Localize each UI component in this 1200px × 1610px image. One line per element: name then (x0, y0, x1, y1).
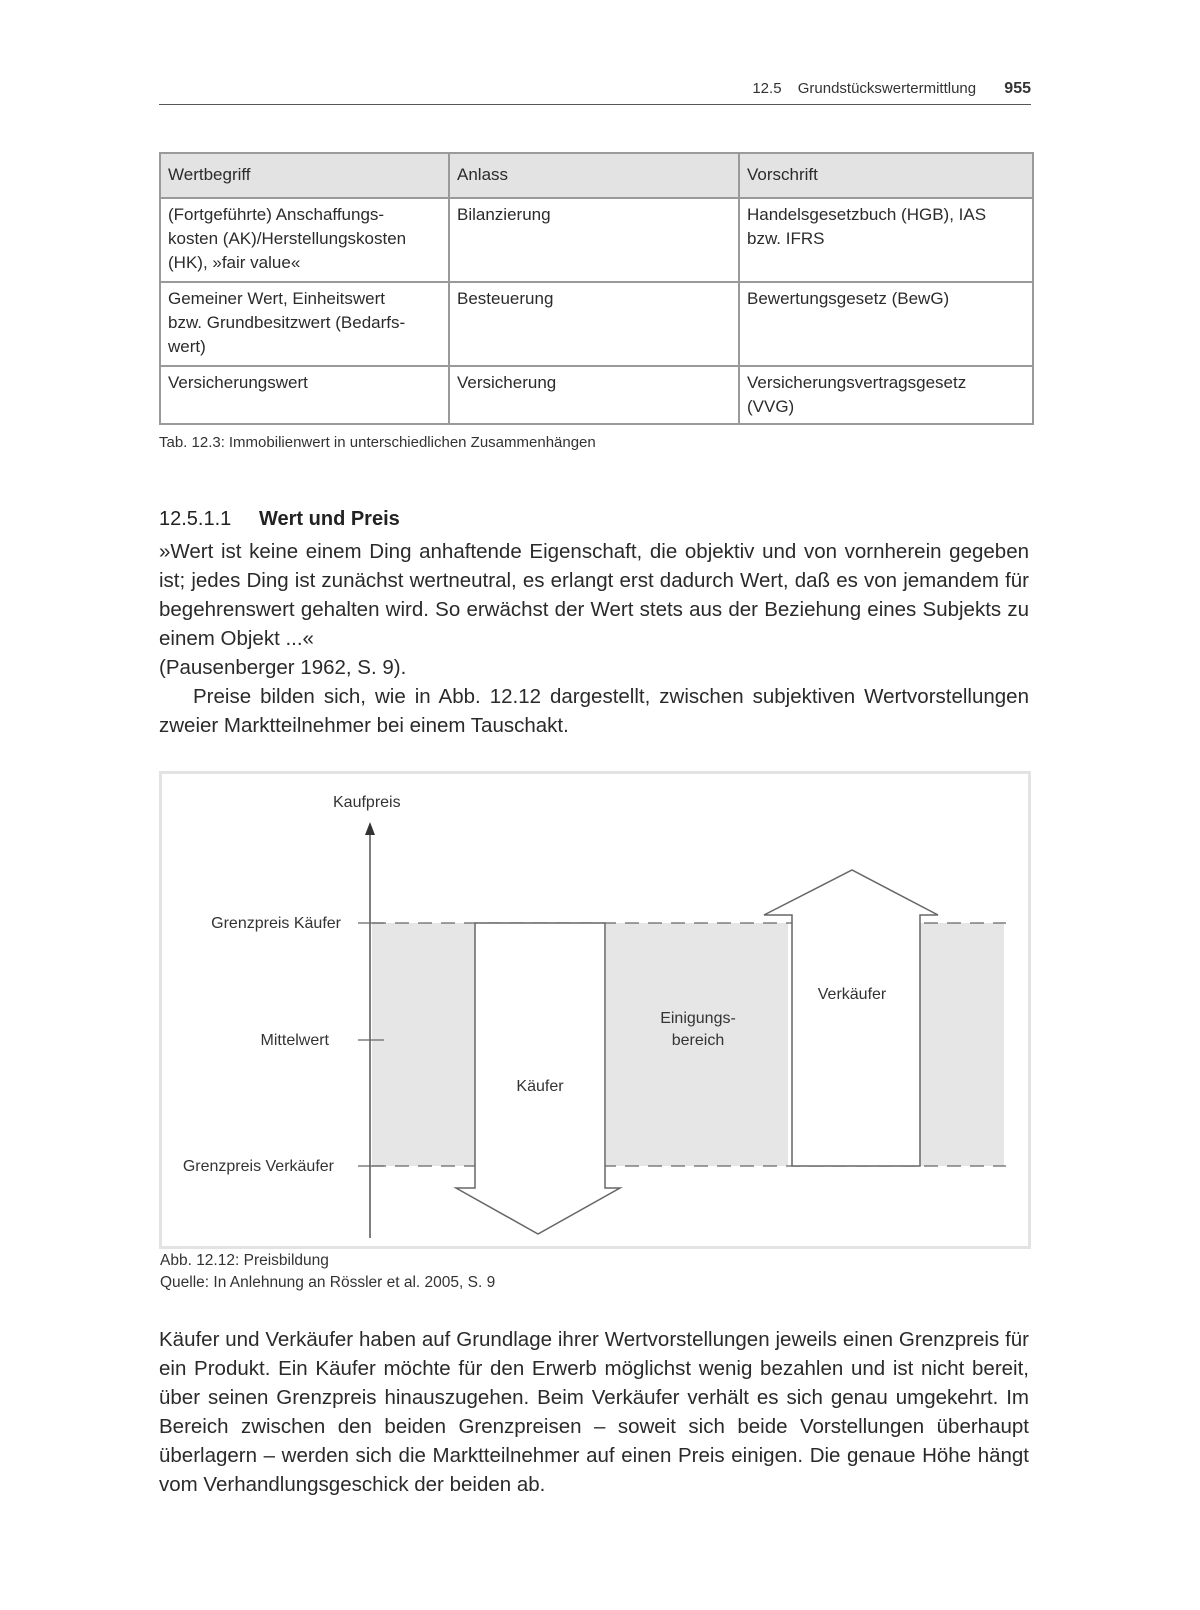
table-row (160, 282, 1033, 366)
header-chapter-title: Grundstückswertermittlung (797, 80, 977, 97)
price-formation-figure (159, 771, 1031, 1249)
section-number: 12.5.1.1 (159, 508, 232, 530)
seller-label: Verkäufer (817, 986, 887, 1003)
citation: (Pausenberger 1962, S. 9). (159, 656, 407, 679)
seller-arrow (764, 870, 938, 1166)
table-caption (159, 434, 596, 451)
table-cell: Bewertungsgesetz (BewG) (739, 282, 1033, 366)
figure-caption (160, 1250, 495, 1294)
agreement-label-line1: Einigungs- (660, 1010, 736, 1027)
table-row (160, 366, 1033, 424)
table-cell: Versicherungswert (160, 366, 449, 424)
table-header-row (160, 153, 1033, 198)
table-header-cell: Vorschrift (739, 153, 1033, 198)
table-header-cell: Anlass (449, 153, 739, 198)
table-row (160, 198, 1033, 282)
band-left (372, 923, 476, 1166)
body-paragraph-1: Preise bilden sich, wie in Abb. 12.12 dargestellt, zwischen subjektiven Wertvorstellungen zweier Marktteilnehmer bei einem Tauschakt. (159, 685, 1029, 737)
price-formation-diagram (162, 774, 1028, 1246)
table-cell: Versicherungsvertragsgesetz (VVG) (739, 366, 1033, 424)
table-caption-text: Immobilienwert in unterschiedlichen Zusammenhängen (228, 434, 596, 451)
running-header (159, 74, 1031, 105)
figure-caption-text: Preisbildung (243, 1252, 329, 1269)
figure-source: Quelle: In Anlehnung an Rössler et al. 2005, S. 9 (160, 1274, 496, 1291)
figure-caption-line (160, 1250, 495, 1272)
table-cell: Versicherung (449, 366, 739, 424)
section-title: Wert und Preis (259, 508, 400, 530)
agreement-label-line2: bereich (671, 1032, 725, 1049)
value-concepts-table (159, 152, 1034, 425)
buyer-label: Käufer (516, 1078, 564, 1095)
table-caption-label: Tab. 12.3: (159, 434, 225, 451)
band-right (918, 923, 1004, 1166)
figure-caption-label: Abb. 12.12: (160, 1252, 240, 1269)
header-section-number: 12.5 (752, 80, 782, 97)
quote-paragraph: »Wert ist keine einem Ding anhaftende Eigenschaft, die objektiv und von vornherein gegeben ist; jedes Ding ist zunächst wertneutral, es erlangt erst dadurch Wert, daß es von jemandem für begehrenswert gehalten wird. So erwächst der Wert stets aus der Beziehung eines Subjekts zu einem Objekt ...« (159, 540, 1029, 650)
table-header-cell: Wertbegriff (160, 153, 449, 198)
middle-value-label: Mittelwert (260, 1032, 329, 1049)
page-number: 955 (1004, 80, 1031, 97)
header-right (752, 80, 1031, 98)
section-heading (159, 508, 400, 531)
axis-label: Kaufpreis (333, 794, 401, 811)
table-cell: Besteuerung (449, 282, 739, 366)
table-cell: Handelsgesetzbuch (HGB), IAS bzw. IFRS (739, 198, 1033, 282)
axis-arrowhead (365, 822, 375, 835)
table-cell: Bilanzierung (449, 198, 739, 282)
lower-limit-label: Grenzpreis Verkäufer (182, 1158, 334, 1175)
body-paragraph-2: Käufer und Verkäufer haben auf Grundlage ihrer Wertvorstellungen jeweils einen Grenzpreis für ein Produkt. Ein Käufer möchte für den Erwerb möglichst wenig bezahlen und ist nicht bereit, über seinen Grenzpreis hinauszugehen. Beim Verkäufer verhält es sich genau umgekehrt. Im Bereich zwischen den beiden Grenzpreisen – soweit sich beide Vorstellungen überhaupt überlagern – werden sich die Marktteilnehmer auf einen Preis einigen. Die genaue Höhe hängt vom Verhandlungsgeschick der beiden ab. (159, 1328, 1029, 1496)
table-cell: (Fortgeführte) Anschaffungs- kosten (AK)/Herstellungskosten (HK), »fair value« (160, 198, 449, 282)
upper-limit-label: Grenzpreis Käufer (211, 915, 341, 932)
table-cell: Gemeiner Wert, Einheitswert bzw. Grundbesitzwert (Bedarfs- wert) (160, 282, 449, 366)
